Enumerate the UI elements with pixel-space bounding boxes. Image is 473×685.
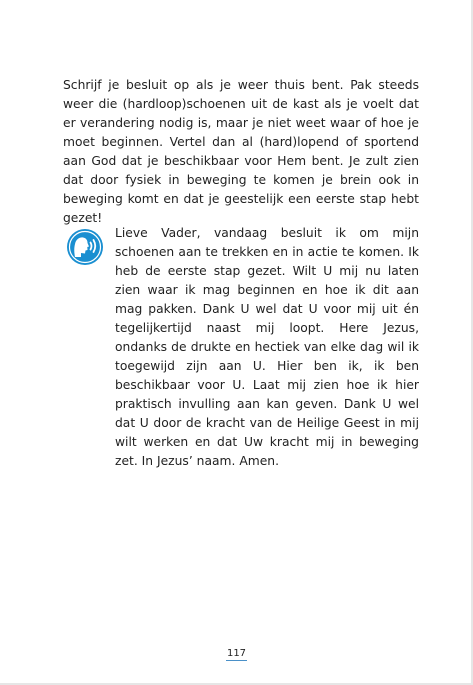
- speaking-head-icon: [66, 228, 104, 266]
- page-number-text: 117: [226, 648, 247, 659]
- page-number: [0, 648, 473, 659]
- body-paragraph: Schrijf je besluit op als je weer thuis bent. Pak steeds weer die (hardloop)schoenen uit de kast als je voelt dat er verandering nodig is, maar je niet weet waar of hoe je moet beginnen. Vertel dan al (hard)lopend of sportend aan God dat je beschikbaar voor Hem bent. Je zult zien dat door fysiek in beweging te komen je brein ook in beweging komt en dat je geestelijk een eerste stap hebt gezet!: [63, 78, 419, 225]
- prayer-paragraph: Lieve Vader, vandaag besluit ik om mijn schoenen aan te trekken en in actie te komen. Ik heb de eerste stap gezet. Wilt U mij nu laten zien waar ik mag beginnen en hoe ik dit aan mag pakken. Dank U wel dat U voor mij uit én tegelijkertijd naast mij loopt. Here Jezus, ondanks de drukte en hectiek van elke dag wil ik toegewijd zijn aan U. Hier ben ik, ik ben beschikbaar voor U. Laat mij zien hoe ik hier praktisch invulling aan kan geven. Dank U wel dat U door de kracht van de Heilige Geest in mij wilt werken en dat Uw kracht mij in beweging zet. In Jezus’ naam. Amen.: [115, 226, 419, 468]
